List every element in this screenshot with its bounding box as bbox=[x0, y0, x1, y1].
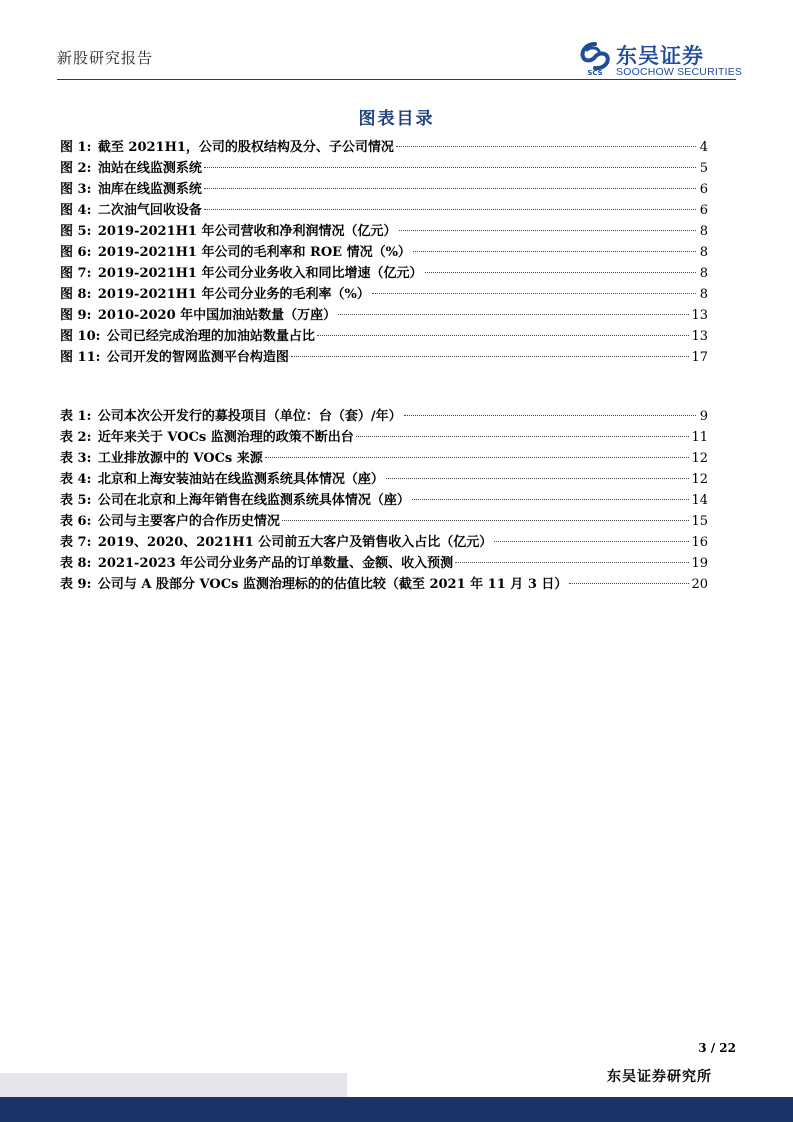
footer-navy-bar bbox=[0, 1097, 793, 1122]
toc-dot-leader bbox=[338, 314, 689, 315]
toc-entry-page: 6 bbox=[699, 203, 708, 218]
toc-entry-label: 图 5: bbox=[60, 224, 92, 239]
toc-entry-title: 2021-2023 年公司分业务产品的订单数量、金额、收入预测 bbox=[97, 556, 454, 571]
toc-entry-title: 工业排放源中的 VOCs 来源 bbox=[97, 451, 263, 466]
toc-dot-leader bbox=[494, 541, 689, 542]
toc-entry-label: 表 5: bbox=[60, 493, 92, 508]
figure-toc-entry[interactable] bbox=[60, 221, 708, 242]
toc-entry-page: 8 bbox=[699, 245, 708, 260]
toc-dot-leader bbox=[265, 457, 690, 458]
toc-entry-label: 图 2: bbox=[60, 161, 92, 176]
toc-entry-page: 12 bbox=[691, 451, 708, 466]
toc-entry-page: 17 bbox=[691, 350, 708, 365]
footer-organization: 东吴证券研究所 bbox=[607, 1069, 712, 1085]
page-number: 3 / 22 bbox=[698, 1041, 736, 1055]
toc-entry-title: 2019-2021H1 年公司的毛利率和 ROE 情况（%） bbox=[97, 245, 411, 260]
logo-english-name: SOOCHOW SECURITIES bbox=[616, 66, 743, 78]
toc-entry-title: 油站在线监测系统 bbox=[97, 161, 202, 176]
toc-entry-page: 5 bbox=[699, 161, 708, 176]
toc-entry-page: 8 bbox=[699, 266, 708, 281]
logo-chinese-name: 东吴证券 bbox=[616, 44, 704, 68]
toc-entry-title: 公司开发的智网监测平台构造图 bbox=[106, 350, 289, 365]
toc-entry-title: 油库在线监测系统 bbox=[97, 182, 202, 197]
toc-entry-title: 二次油气回收设备 bbox=[97, 203, 202, 218]
table-toc-entry[interactable] bbox=[60, 448, 708, 469]
page-title: 图表目录 bbox=[358, 109, 435, 129]
toc-entry-label: 图 10: bbox=[60, 329, 101, 344]
toc-entry-title: 公司已经完成治理的加油站数量占比 bbox=[106, 329, 315, 344]
header-divider bbox=[57, 79, 736, 80]
toc-dot-leader bbox=[356, 436, 690, 437]
toc-dot-leader bbox=[412, 499, 690, 500]
figure-toc-entry[interactable] bbox=[60, 158, 708, 179]
toc-entry-label: 图 6: bbox=[60, 245, 92, 260]
toc-entry-label: 表 8: bbox=[60, 556, 92, 571]
toc-entry-title: 近年来关于 VOCs 监测治理的政策不断出台 bbox=[97, 430, 354, 445]
report-type-label: 新股研究报告 bbox=[57, 49, 154, 67]
toc-entry-label: 图 9: bbox=[60, 308, 92, 323]
company-logo bbox=[578, 40, 743, 80]
toc-entry-page: 8 bbox=[699, 224, 708, 239]
figure-toc-entry[interactable] bbox=[60, 347, 708, 368]
toc-entry-title: 公司与主要客户的合作历史情况 bbox=[97, 514, 280, 529]
toc-entry-label: 表 4: bbox=[60, 472, 92, 487]
toc-dot-leader bbox=[569, 583, 689, 584]
toc-entry-title: 截至 2021H1，公司的股权结构及分、子公司情况 bbox=[97, 140, 394, 155]
figure-toc-entry[interactable] bbox=[60, 284, 708, 305]
toc-entry-title: 北京和上海安装油站在线监测系统具体情况（座） bbox=[97, 472, 384, 487]
toc-entry-page: 9 bbox=[699, 409, 708, 424]
toc-dot-leader bbox=[282, 520, 690, 521]
logo-mark-text: SCS bbox=[587, 69, 603, 76]
figure-toc-entry[interactable] bbox=[60, 242, 708, 263]
toc-entry-label: 表 6: bbox=[60, 514, 92, 529]
toc-entry-page: 14 bbox=[691, 493, 708, 508]
toc-entry-title: 公司本次公开发行的募投项目（单位：台（套）/年） bbox=[97, 409, 402, 424]
toc-entry-label: 图 11: bbox=[60, 350, 101, 365]
toc-dot-leader bbox=[404, 415, 696, 416]
figure-toc-entry[interactable] bbox=[60, 263, 708, 284]
toc-entry-page: 4 bbox=[699, 140, 708, 155]
toc-dot-leader bbox=[204, 188, 696, 189]
toc-entry-page: 19 bbox=[691, 556, 708, 571]
toc-dot-leader bbox=[425, 272, 697, 273]
toc-entry-page: 13 bbox=[691, 308, 708, 323]
figure-toc-entry[interactable] bbox=[60, 137, 708, 158]
toc-entry-label: 表 9: bbox=[60, 577, 92, 592]
table-toc-entry[interactable] bbox=[60, 574, 708, 595]
toc-entry-label: 表 3: bbox=[60, 451, 92, 466]
toc-entry-page: 20 bbox=[691, 577, 708, 592]
table-toc-entry[interactable] bbox=[60, 532, 708, 553]
table-toc-entry[interactable] bbox=[60, 490, 708, 511]
toc-entry-label: 表 1: bbox=[60, 409, 92, 424]
table-toc-entry[interactable] bbox=[60, 406, 708, 427]
toc-dot-leader bbox=[386, 478, 690, 479]
toc-entry-label: 表 2: bbox=[60, 430, 92, 445]
figure-toc-entry[interactable] bbox=[60, 200, 708, 221]
figure-list bbox=[60, 137, 708, 368]
toc-dot-leader bbox=[372, 293, 696, 294]
table-toc-entry[interactable] bbox=[60, 469, 708, 490]
figure-toc-entry[interactable] bbox=[60, 305, 708, 326]
toc-entry-title: 2010-2020 年中国加油站数量（万座） bbox=[97, 308, 337, 323]
toc-entry-label: 图 1: bbox=[60, 140, 92, 155]
toc-entry-label: 图 4: bbox=[60, 203, 92, 218]
figure-toc-entry[interactable] bbox=[60, 326, 708, 347]
toc-dot-leader bbox=[317, 335, 690, 336]
footer-gray-bar bbox=[0, 1073, 347, 1097]
toc-dot-leader bbox=[396, 146, 696, 147]
toc-dot-leader bbox=[455, 562, 689, 563]
toc-dot-leader bbox=[291, 356, 690, 357]
toc-entry-page: 13 bbox=[691, 329, 708, 344]
toc-entry-page: 11 bbox=[691, 430, 708, 445]
toc-entry-title: 公司与 A 股部分 VOCs 监测治理标的的估值比较（截至 2021 年 11 月 3 日） bbox=[97, 577, 568, 592]
toc-entry-title: 公司在北京和上海年销售在线监测系统具体情况（座） bbox=[97, 493, 410, 508]
toc-dot-leader bbox=[204, 167, 696, 168]
table-toc-entry[interactable] bbox=[60, 553, 708, 574]
toc-entry-page: 16 bbox=[691, 535, 708, 550]
toc-entry-page: 15 bbox=[691, 514, 708, 529]
toc-entry-label: 图 7: bbox=[60, 266, 92, 281]
toc-entry-title: 2019-2021H1 年公司分业务的毛利率（%） bbox=[97, 287, 370, 302]
toc-entry-page: 6 bbox=[699, 182, 708, 197]
figure-toc-entry[interactable] bbox=[60, 179, 708, 200]
toc-dot-leader bbox=[413, 251, 696, 252]
toc-entry-label: 表 7: bbox=[60, 535, 92, 550]
toc-entry-label: 图 3: bbox=[60, 182, 92, 197]
toc-entry-title: 2019、2020、2021H1 公司前五大客户及销售收入占比（亿元） bbox=[97, 535, 493, 550]
toc-entry-page: 8 bbox=[699, 287, 708, 302]
toc-entry-title: 2019-2021H1 年公司营收和净利润情况（亿元） bbox=[97, 224, 397, 239]
table-list bbox=[60, 406, 708, 595]
table-toc-entry[interactable] bbox=[60, 511, 708, 532]
soochow-logo-icon bbox=[578, 42, 612, 76]
toc-entry-page: 12 bbox=[691, 472, 708, 487]
toc-entry-title: 2019-2021H1 年公司分业务收入和同比增速（亿元） bbox=[97, 266, 423, 281]
toc-dot-leader bbox=[204, 209, 696, 210]
toc-entry-label: 图 8: bbox=[60, 287, 92, 302]
toc-dot-leader bbox=[399, 230, 697, 231]
table-toc-entry[interactable] bbox=[60, 427, 708, 448]
